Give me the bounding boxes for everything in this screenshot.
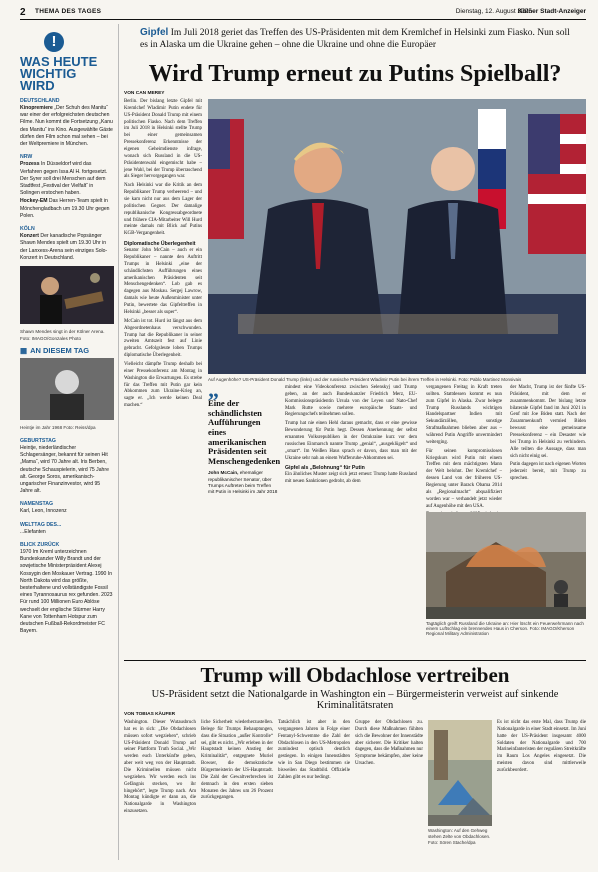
deutschland-lead: Kinopremiere <box>20 105 53 111</box>
pull-quote <box>208 377 281 496</box>
concert-caption: Shawn Mendes singt in der Kölner Arena. Foto: IMAGO/Gonzales Photo <box>20 329 105 341</box>
heintje-photo <box>20 358 114 420</box>
big-photo-caption: Auf Augenhöhe? US-Präsident Donald Trump (links) und der russische Präsident Wladimir Putin bei ihrem Treffen in Helsinki. Foto: Pablo Martinez Monsivais <box>208 377 522 382</box>
article2-column1 <box>124 720 196 818</box>
geburtstag-text: Heintje, niederländischer Schlagersänger, bekannt für seinen Hit „Mama“, wird 70 Jahre alt. Iris Berben, deutsche Schauspielerin, wird 75 Jahre alt. George Soros, amerikanisch-ungarischer Finanzinvestor, wird 95 Jahre alt. <box>20 444 109 495</box>
koeln-text: Der kanadische Popsänger Shawn Mendes spielt um 19.30 Uhr in der Lanxess-Arena sein einziges Solo-Konzert in Deutschland. <box>20 233 108 261</box>
paragraph: liche Sicherheit wiederherzustellen. Belege für Trumps Behauptungen, dass die Situation „außer Kontrolle“ sei, gibt es nicht. „Wir erleben in der Hauptstadt keinen Anstieg der Kriminalität“, entgegnete Muriel Bowser, die demokratische Bürgermeisterin der US-Hauptstadt. Die Zahl der Gewaltverbrechen ist demnach in den ersten sieben Monaten des Jahres um 26 Prozent zurückgegangen. <box>201 720 273 801</box>
koeln-lead: Konzert <box>20 233 39 240</box>
section-title: THEMA DES TAGES <box>35 8 102 15</box>
header-rule <box>20 19 586 20</box>
geburtstag-kicker: GEBURTSTAG <box>20 437 56 444</box>
article2-subheadline: US-Präsident setzt die Nationalgarde in Washington ein – Bürgermeisterin verweist auf sinkende Kriminalitätsraten <box>151 689 559 711</box>
small-photo-caption: Tagtäglich greift Russland die Ukraine an: Hier löscht ein Feuerwehrmann nach einem Luftschlag ein brennendes Haus in Cherson. Foto: IMAGO/Kherson Regional Military Administration <box>426 621 584 636</box>
namenstag-text: Karl, Leon, Innozenz <box>20 508 67 515</box>
paragraph: mindest eine Videokonferenz zwischen Selenskyj und Trump geben, an der auch Bundeskanzler Friedrich Merz, EU-Kommissionspräsidentin Ursula von der Leyen und Nato-Chef Mark Rutte sowie mehrere europäische Staats- und Regierungschefs teilnehmen sollen. <box>285 385 417 418</box>
diesem-tag-label: AN DIESEM TAG <box>30 346 90 356</box>
paragraph: Nach Helsinki war die Kritik an dem Republikaner Trump verheerend – und sie kam nicht nur aus dem Lager der politischen Gegner. Der damalige republikanische Kongressabgeordnete und frühere CIA-Mitarbeiter Will Hurd meinte damals mit Blick auf Putins KGB-Vergangenheit. <box>124 183 202 237</box>
article2-column3 <box>278 720 350 784</box>
sidebar-title-line3: WIRD <box>20 78 55 93</box>
heintje-caption: Heintje im Jahr 1968 Foto: Reiss/dpa <box>20 425 96 431</box>
quote-author-desc: ehemaliger republikanischer Senator, über Trumps Auftreten beim Treffen mit Putin in Helsinki im Jahr 2018 <box>208 470 278 495</box>
subheading: Gipfel als „Belohnung“ für Putin <box>285 465 365 472</box>
deutschland-text: „Der Schuh des Manitu“ war einer der erfolgreichsten deutschen Filme. Nun kommt die Fortsetzung „Kanu des Manitu“ ins Kino. Ausgewählte Gäste dürfen den Film schon mal sehen – bei der Weltpremiere in München. <box>20 105 113 148</box>
article2-column4 <box>355 720 423 770</box>
nrw-text: In Düsseldorf wird das Verfahren gegen Issa Al H. fortgesetzt. Der Syrer soll drei Menschen auf dem Stadtfest „Festival der Vielfalt“ in Solingen erstochen haben. <box>20 161 108 197</box>
sidebar-divider <box>118 24 119 860</box>
sidebar-title <box>20 56 114 92</box>
paragraph: Ein ähnliches Muster zeigt sich jetzt erneut: Trump hatte Russland mit neuen Sanktionen gedroht, ab dem <box>285 472 417 485</box>
deutschland-kicker: DEUTSCHLAND <box>20 98 60 104</box>
paragraph: Washington. Dieser Wutausbruch hat es in sich: „Die Obdachlosen müssen sofort wegziehen“, schrieb US-Präsident Donald Trump auf seiner Plattform Truth Social. „Wir werden euch Unterkünfte geben, aber weit weg von der Hauptstadt. Die Kriminellen müssen nicht wegziehen. Wir werden euch ins Gefängnis stecken, wo ihr hingehört“, legte Trump nach. Am Montag kündigte er dann an, die Nationalgarde in Washington einzusetzen. <box>124 720 196 815</box>
paragraph: McCain ist tot. Hurd ist längst aus dem Abgeordnetenhaus verschwunden. Trump hat die Republikaner in seiner zweiten Amtszeit fest auf Linie gebracht. Gefolgsleute loben Trumps diplomatische Überlegenheit. <box>124 318 202 359</box>
concert-photo <box>20 266 114 324</box>
article1-subheadline <box>140 27 580 51</box>
subheading: Diplomatische Überlegenheit <box>124 241 196 248</box>
tents-caption: Washington: Auf den Gehweg stehen Zelte von Obdachlosen. Foto: Sören Stache/dpa <box>428 828 491 845</box>
blick-text: 1970 Im Kreml unterzeichnen Bundeskanzler Willy Brandt und der sowjetische Ministerpräsident Alexej Kossygin den Moskauer Vertrag. 1990 In North Dakota wird das größte, besterhaltene und vollständigste Fossil eines Tyrannosaurus rex gefunden. 2023 Für rund 100 Millionen Euro Ablöse wechselt der englische Stürmer Harry Kane von Tottenham Hotspur zum deutschen Fußball-Rekordmeister FC Bayern. <box>20 548 113 635</box>
blick-kicker: BLICK ZURÜCK <box>20 541 60 548</box>
welttag-text: ...Elefanten <box>20 528 46 535</box>
issue-date: Dienstag, 12. August 2025 <box>455 8 532 15</box>
paragraph: Senator John McCain – auch er ein Republikaner – nannte den Auftritt Trumps in Helsinki „eine der schändlichsten Aufführungen eines amerikanischen Präsidenten seit Menschengedenken“. Lob gab es dagegen aus Moskau. Sergej Lawrow, damals wie heute Außenminister unter Putin, bewertete das Gipfeltreffen in Helsinki „besser als super“. <box>124 248 202 315</box>
article1-column4 <box>426 385 502 528</box>
paragraph: Trump hat nie einen Hehl daraus gemacht, dass er eine gewisse Bewunderung für Putin hegt. Dessen Anerkennung der selbst ernannten Volksrepubliken in der Ostukraine kurz vor dem russischen Einmarsch nannte Trump „genial“, „ausgeklügelt“ und „smart“. Im Weißen Haus sprach er davon, dass man mit der Ukraine sehr nah an einem Waffenruhe-Abkommen sei. <box>285 421 417 461</box>
article1-kicker: Gipfel <box>140 27 169 38</box>
hockey-item <box>20 198 114 220</box>
namenstag-kicker: NAMENSTAG <box>20 501 54 508</box>
article2-column2 <box>201 720 273 804</box>
hockey-lead: Hockey-EM <box>20 198 48 205</box>
article1-column1 <box>124 99 202 412</box>
paragraph: Berlin. Der bislang letzte Gipfel mit Kremlchef Wladimir Putin endete für US-Präsident Donald Trump mit einem politischen Fiasko. Nach dem Treffen im Juli 2018 in Helsinki stellte Trump bei einer gemeinsamen Pressekonferenz Erkenntnisse der eigenen Geheimdienste infrage, wonach sich Russland in die US-Präsidentenwahl eingemischt habe – jene Wahl, bei der Trump überraschend als Sieger hervorgegangen war. <box>124 99 202 180</box>
paragraph: Für seinen kompromisslosen Kriegskurs wird Putin mit einem Treffen mit dem mächtigsten Mann der Welt belohnt. Der Kremlchef – dessen Land von der früheren US-Regierung unter Barack Obama 2014 als „Regionalmacht“ abqualifiziert worden war – verhandelt jetzt wieder auf Augenhöhe mit den USA. <box>426 448 502 509</box>
quote-text: Eine der schändlichsten Aufführungen eines amerikanischen Präsidenten seit Menschengedenken <box>208 398 281 466</box>
alert-icon: ! <box>44 32 64 52</box>
nrw-lead: Prozess <box>20 161 40 168</box>
diesem-tag-heading <box>20 346 114 355</box>
quote-author <box>208 470 278 495</box>
publication-name: Kölner Stadt-Anzeiger <box>517 8 586 15</box>
koeln-kicker: KÖLN <box>20 226 35 233</box>
article2-headline: Trump will Obdachlose vertreiben <box>200 663 510 687</box>
article2-byline: VON TOBIAS KÄUFER <box>124 712 176 717</box>
tents-photo <box>428 720 492 826</box>
trump-putin-photo <box>208 99 586 374</box>
article1-column5 <box>510 385 586 485</box>
sidebar-title-line2: WICHTIG <box>20 66 77 81</box>
article1-subheadline-text: Im Juli 2018 geriet das Treffen des US-Präsidenten mit dem Kremlchef in Helsinki zum Fiasko. Nun soll es in Alaska um die Ukraine gehen – ohne die Ukraine und ohne die Europäer <box>140 28 570 50</box>
section-divider <box>124 660 586 661</box>
paragraph: Vielleicht dämpfte Trump deshalb bei einer Pressekonferenz am Montag in Washington die Erwartungen. Es strebe für das Treffen mit Putin gar kein Abkommen zum Ukraine-Krieg an, sagte er. „Ich werde keinen Deal machen.“ <box>124 361 202 409</box>
paragraph: Es ist nicht das erste Mal, dass Trump die Nationalgarde in einer Stadt einsetzt. Im Juni hatte der US-Präsident insgesamt 4000 Soldaten der Nationalgarde und 700 Marineinfanteristen der regulären Streitkräfte im Raum Los Angeles eingesetzt. Die meisten davon sind mittlerweile zurückbeordert. <box>497 720 586 774</box>
page-number: 2 <box>20 7 26 18</box>
sidebar <box>20 24 114 637</box>
deutschland-item <box>20 105 114 148</box>
article2-column5 <box>497 720 586 777</box>
article1-byline: VON CAN MEREY <box>124 91 165 96</box>
hockey-text: Das Herren-Team spielt in Mönchengladbach um 19.30 Uhr gegen Polen. <box>20 198 110 219</box>
welttag-kicker: WELTTAG DES... <box>20 521 62 528</box>
article1-headline: Wird Trump erneut zu Putins Spielball? <box>148 61 562 87</box>
nrw-item <box>20 161 114 197</box>
nrw-kicker: NRW <box>20 154 33 161</box>
article1-column3 <box>285 385 417 488</box>
calendar-icon: ▦ <box>20 346 28 356</box>
quote-author-name: John McCain, <box>208 470 239 476</box>
sidebar-title-line1: WAS HEUTE <box>20 54 98 69</box>
paragraph: Putin dagegen ist nach eigenen Worten jederzeit bereit, mit Trump zu sprechen. <box>510 462 586 482</box>
paragraph: vergangenen Freitag in Kraft treten sollten. Stattdessen kommt es nun zum Gipfel in Alaska. Zwar belegte Trump Russlands wichtigen Handelspartner Indien mit Sekundärzöllen, sonstige Strafmaßnahmen blieben aber aus – während Putin Angriffe unvermindert weiterging. <box>426 385 502 445</box>
paragraph: Tatsächlich ist aber in den vergangenen Jahren in Folge einer Fentanyl-Schwemme die Zahl der Obdachlosen in den US-Metropolen zumindest optisch deutlich gestiegen. In einigen Innenstädten wie in San Diego bestimmen sie bisweilen das Stadtbild. Offizielle Zahlen gibt es nur bedingt. <box>278 720 350 780</box>
koeln-item <box>20 233 114 262</box>
firefighter-photo <box>426 512 586 619</box>
quote-mark: „ <box>208 377 219 402</box>
paragraph: Gruppe der Obdachlosen zu. Durch diese Maßnahmen fühlten sich die Bewohner der Innenstädte aber sicherer. Die Kritiker halten dagegen, dass die Maßnahmen nur Symptome bekämpfen, aber keine Ursachen. <box>355 720 423 767</box>
paragraph: der Macht, Trump ist der fünfte US-Präsident, mit dem er zusammenkommt. Der bislang letzte bilaterale Gipfel fand im Juni 2021 in Genf mit Joe Biden statt. Nach der Zusammenkunft vermied Biden bewusst eine gemeinsame Pressekonferenz – ein Desaster wie bei Trump in Helsinki zu verhindern. Alle teilten die Aussage, dass man sich nicht einig sei. <box>510 385 586 459</box>
